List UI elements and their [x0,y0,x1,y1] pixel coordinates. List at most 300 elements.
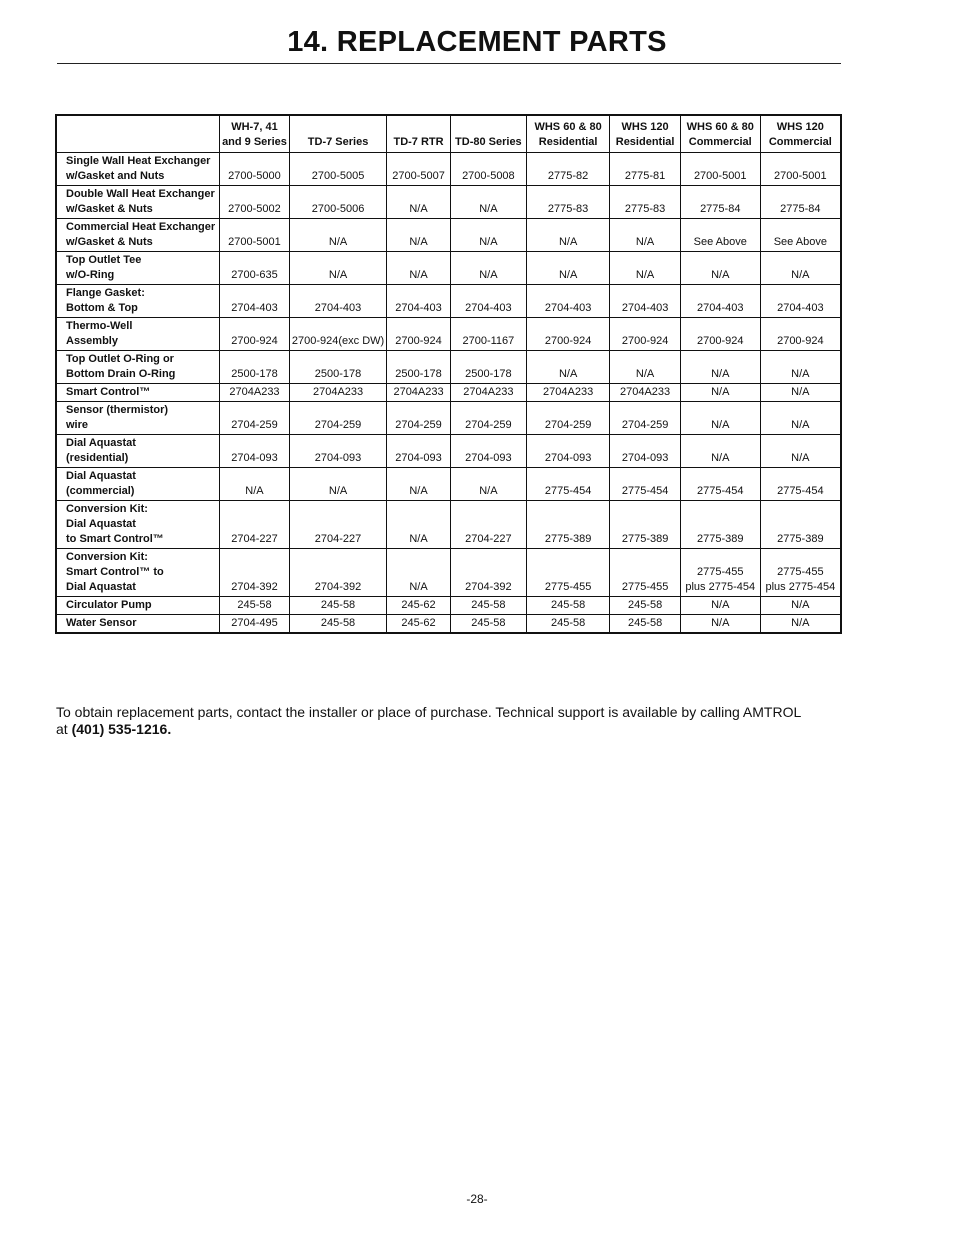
part-number-cell [680,186,760,219]
part-number: N/A [791,617,810,629]
part-number: 245-58 [627,599,663,611]
part-number-cell [289,597,386,615]
part-number-cell [610,219,680,252]
part-name-cell [56,285,220,318]
part-number: 2704-093 [395,452,442,464]
part-number-cell [387,597,451,615]
table-row [56,549,841,597]
part-number-cell [450,597,526,615]
part-number: N/A [328,269,348,281]
part-number: N/A [635,368,655,380]
part-number-cell [760,435,841,468]
support-note [56,704,816,738]
part-number: N/A [409,203,428,215]
part-number: 2704-093 [621,452,669,464]
part-number-cell [387,468,451,501]
part-number-cell [680,318,760,351]
part-number: 2704-227 [314,533,362,545]
part-number: 2700-924 [231,335,278,347]
part-number: N/A [711,419,730,431]
part-number-cell [220,318,290,351]
part-number: 2775-455 [777,566,824,578]
part-number-cell [610,597,680,615]
column-header-line: WH-7, 41 [231,121,278,133]
part-name-line: Commercial Heat Exchanger [66,221,216,233]
part-number: N/A [558,368,578,380]
part-number-cell [680,351,760,384]
part-number-cell [760,615,841,634]
part-number-cell [526,468,609,501]
part-name-cell [56,186,220,219]
part-number: 2704-259 [465,419,512,431]
part-number: 245-58 [471,617,506,629]
part-number: 2700-5001 [774,170,827,182]
column-header [760,115,841,153]
part-number-cell [680,153,760,186]
part-number: 2775-455 [621,581,669,593]
part-number: N/A [635,269,655,281]
table-row [56,402,841,435]
part-number: 2704A233 [393,386,444,398]
part-number-cell [289,351,386,384]
part-number-cell [760,384,841,402]
part-number-cell [526,549,609,597]
part-number: N/A [711,617,730,629]
column-header [387,115,451,153]
part-name-line: Conversion Kit: [66,551,148,563]
part-number-cell [680,402,760,435]
part-number: 2775-84 [700,203,741,215]
part-number-cell [387,549,451,597]
part-number: 2700-635 [231,269,278,281]
column-header-line: Residential [538,136,598,148]
part-number: See Above [773,236,827,248]
part-name-line: Single Wall Heat Exchanger [66,155,211,167]
part-number-cell [387,615,451,634]
part-number-cell [760,468,841,501]
part-number-cell [289,384,386,402]
part-number-cell [220,615,290,634]
part-number-cell [450,384,526,402]
part-number-cell [680,219,760,252]
part-number: 2704-093 [231,452,278,464]
column-header-line: TD-7 Series [307,136,369,148]
part-name-cell [56,252,220,285]
part-name-cell [56,153,220,186]
part-number-cell [289,468,386,501]
support-phone-number: (401) 535-1216. [71,721,172,737]
support-note-text: To obtain replacement parts, contact the installer or place of purchase. Technical support is available by calling AMTROL at [56,704,801,737]
part-number: 2704A233 [620,386,671,398]
part-name-line: wire [66,419,89,431]
part-number-cell [450,186,526,219]
part-number: 2775-454 [621,485,669,497]
part-number: plus 2775-454 [685,581,756,593]
part-name-cell [56,597,220,615]
part-number: 2700-5008 [462,170,515,182]
part-number-cell [387,153,451,186]
part-number: N/A [711,269,730,281]
part-name-cell [56,435,220,468]
part-number: 245-58 [237,599,272,611]
part-number-cell [289,153,386,186]
part-number-cell [220,186,290,219]
part-number-cell [220,285,290,318]
part-number-cell [450,402,526,435]
part-number: 2704A233 [463,386,514,398]
table-row [56,501,841,549]
column-header [220,115,290,153]
replacement-parts-table [55,114,842,634]
part-number: 2704-093 [465,452,512,464]
part-number: 2775-454 [544,485,592,497]
part-number: 2700-5000 [228,170,281,182]
part-number: 2500-178 [465,368,512,380]
part-number-cell [289,252,386,285]
table-row [56,285,841,318]
column-header [680,115,760,153]
part-number: 2500-178 [231,368,278,380]
part-number-cell [220,501,290,549]
part-number: N/A [711,599,730,611]
part-number-cell [610,435,680,468]
part-number: 2704-403 [231,302,278,314]
column-header-line: TD-80 Series [455,136,522,148]
part-number: 2700-924 [544,335,592,347]
part-number-cell [289,219,386,252]
part-number-cell [680,549,760,597]
part-name-line: Conversion Kit: [66,503,148,515]
part-number-cell [450,153,526,186]
part-number-cell [760,501,841,549]
part-number-cell [220,435,290,468]
part-name-cell [56,351,220,384]
part-number: 2704A233 [312,386,364,398]
part-number: 2704-403 [621,302,669,314]
part-name-cell [56,219,220,252]
part-number-cell [760,402,841,435]
part-number-cell [526,351,609,384]
part-number: 2775-389 [697,533,744,545]
part-number: 245-58 [471,599,506,611]
part-number: 2704-403 [395,302,442,314]
table-row [56,219,841,252]
table-row [56,435,841,468]
part-name-line: w/O-Ring [66,269,115,281]
part-number-cell [387,285,451,318]
column-header-line: WHS 120 [776,121,824,133]
part-number: 2775-83 [624,203,666,215]
part-number-cell [387,318,451,351]
part-number: 2700-924 [621,335,669,347]
part-number-cell [220,468,290,501]
part-number-cell [289,186,386,219]
part-number-cell [680,384,760,402]
part-number-cell [610,351,680,384]
part-number: N/A [328,485,348,497]
table-header-row [56,115,841,153]
part-number: 2704-392 [314,581,362,593]
part-name-cell [56,615,220,634]
part-name-cell [56,318,220,351]
part-number-cell [289,285,386,318]
part-number: 2775-455 [544,581,592,593]
part-name-line: w/Gasket & Nuts [66,236,153,248]
part-number: 2704-495 [231,617,278,629]
part-number-cell [526,615,609,634]
part-number-cell [526,186,609,219]
table-row [56,468,841,501]
part-number-cell [450,219,526,252]
table-row [56,597,841,615]
part-number: 245-58 [550,617,586,629]
table-row [56,615,841,634]
column-header-line: WHS 60 & 80 [534,121,602,133]
part-number: 2500-178 [395,368,442,380]
part-number: 2704-403 [697,302,744,314]
part-number: N/A [791,419,810,431]
part-number: N/A [791,368,810,380]
part-number: 2704-403 [314,302,362,314]
part-number-cell [289,615,386,634]
part-number-cell [610,549,680,597]
part-number: N/A [711,386,730,398]
table-row [56,252,841,285]
column-header [450,115,526,153]
part-number: 2700-924 [777,335,824,347]
part-number-cell [680,468,760,501]
part-number-cell [760,252,841,285]
part-number: N/A [479,485,498,497]
part-number-cell [289,501,386,549]
part-number: 2775-389 [621,533,669,545]
table-row [56,384,841,402]
part-number: 2700-924 [697,335,744,347]
column-header [610,115,680,153]
part-number: 2775-81 [624,170,666,182]
part-number-cell [450,615,526,634]
part-number: N/A [409,236,428,248]
part-number: N/A [711,368,730,380]
part-number: plus 2775-454 [765,581,836,593]
part-number-cell [610,402,680,435]
part-number-cell [526,153,609,186]
part-number: N/A [328,236,348,248]
part-number-cell [760,285,841,318]
part-number-cell [526,252,609,285]
part-number-cell [220,384,290,402]
part-name-line: Dial Aquastat [66,581,136,593]
part-number: 2704-259 [395,419,442,431]
part-number-cell [526,285,609,318]
part-number: N/A [409,581,428,593]
part-name-line: w/Gasket & Nuts [66,203,153,215]
part-number-cell [526,501,609,549]
part-number: N/A [409,533,428,545]
part-number-cell [610,501,680,549]
part-number-cell [220,549,290,597]
part-number-cell [680,285,760,318]
part-name-cell [56,468,220,501]
part-name-line: Sensor (thermistor) [66,404,169,416]
part-name-line: (commercial) [66,485,135,497]
part-number-cell [760,351,841,384]
column-header-line: Commercial [768,136,832,148]
part-number-cell [387,219,451,252]
part-number-cell [526,402,609,435]
part-number: 2700-924 [395,335,442,347]
part-number: 245-58 [320,599,356,611]
part-number: 245-58 [320,617,356,629]
part-number: 245-58 [627,617,663,629]
part-number-cell [760,597,841,615]
part-number-cell [289,318,386,351]
part-number: 2775-83 [547,203,589,215]
header-corner-cell [56,115,220,153]
part-name-line: Circulator Pump [66,599,152,611]
part-number: 2700-5001 [693,170,747,182]
part-number-cell [610,285,680,318]
part-number: 2700-5007 [392,170,445,182]
part-number: N/A [479,269,498,281]
part-name-line: Bottom & Top [66,302,138,314]
part-number-cell [220,219,290,252]
part-number-cell [610,384,680,402]
column-header-line: TD-7 RTR [393,136,444,148]
column-header-line: Commercial [688,136,752,148]
part-number: N/A [791,269,810,281]
part-number: 2704-403 [777,302,824,314]
part-number-cell [220,351,290,384]
part-number-cell [387,186,451,219]
part-number: 2775-454 [777,485,824,497]
part-number: 2775-389 [777,533,824,545]
part-name-cell [56,501,220,549]
part-number: 2704-227 [231,533,278,545]
part-number-cell [610,186,680,219]
part-number: 2775-454 [697,485,744,497]
part-number: 245-58 [550,599,586,611]
part-number-cell [387,501,451,549]
part-name-line: Water Sensor [66,617,137,629]
part-number-cell [387,351,451,384]
part-number: N/A [479,203,498,215]
part-name-line: Double Wall Heat Exchanger [66,188,215,200]
part-number: See Above [693,236,747,248]
part-number-cell [220,252,290,285]
column-header-line: and 9 Series [222,136,287,148]
part-number-cell [289,435,386,468]
part-number: 2704-259 [231,419,278,431]
part-number: 245-62 [401,617,436,629]
column-header [526,115,609,153]
part-number: 2700-924(exc DW) [291,335,385,347]
part-number-cell [610,615,680,634]
part-number-cell [680,597,760,615]
part-name-line: w/Gasket and Nuts [66,170,165,182]
part-number-cell [760,318,841,351]
part-number-cell [450,285,526,318]
title-divider [57,63,841,64]
part-number: 245-62 [401,599,436,611]
part-number: 2704-403 [544,302,592,314]
part-name-line: to Smart Control™ [66,533,164,545]
part-number: 2775-389 [544,533,592,545]
part-number-cell [526,597,609,615]
part-number: 2704A233 [543,386,594,398]
part-number: N/A [558,236,578,248]
part-number-cell [450,252,526,285]
part-number-cell [450,435,526,468]
table-row [56,351,841,384]
part-number-cell [680,501,760,549]
part-name-line: Top Outlet O-Ring or [66,353,174,365]
part-name-line: Assembly [66,335,118,347]
part-name-line: Thermo-Well [66,320,133,332]
part-number: N/A [558,269,578,281]
column-header [289,115,386,153]
part-number: 2704-259 [314,419,362,431]
part-number: 2704A233 [229,386,280,398]
part-number: 2704-093 [544,452,592,464]
part-number-cell [760,549,841,597]
column-header-line: WHS 60 & 80 [686,121,754,133]
part-number: 2700-5001 [228,236,281,248]
part-number-cell [220,402,290,435]
part-number: 2700-5005 [311,170,365,182]
part-number-cell [610,252,680,285]
part-number: 2704-227 [465,533,512,545]
part-number: N/A [635,236,655,248]
part-name-cell [56,402,220,435]
column-header-line: Residential [615,136,675,148]
part-number-cell [526,219,609,252]
part-number-cell [450,468,526,501]
part-number: N/A [791,386,810,398]
part-number-cell [760,153,841,186]
part-number: 2704-093 [314,452,362,464]
part-number: 2704-259 [544,419,592,431]
part-number-cell [680,615,760,634]
part-number-cell [680,435,760,468]
part-number: 2704-259 [621,419,669,431]
part-name-line: Dial Aquastat [66,437,136,449]
part-name-line: Bottom Drain O-Ring [66,368,176,380]
part-number: N/A [791,452,810,464]
part-number-cell [450,318,526,351]
part-number: N/A [791,599,810,611]
part-number-cell [387,384,451,402]
page-title: 14. REPLACEMENT PARTS [287,26,667,58]
part-number: 2700-5006 [311,203,365,215]
part-number-cell [220,153,290,186]
page-number: -28- [466,1192,488,1206]
part-number: 2775-455 [697,566,744,578]
part-number-cell [289,402,386,435]
part-number-cell [610,468,680,501]
part-number: 2704-392 [231,581,278,593]
part-number: 2700-1167 [462,335,515,347]
table-row [56,186,841,219]
part-number: N/A [409,485,428,497]
part-number: 2775-82 [547,170,589,182]
part-number-cell [289,549,386,597]
part-number: N/A [479,236,498,248]
part-number: 2704-392 [465,581,512,593]
part-number: 2700-5002 [228,203,281,215]
part-name-line: Dial Aquastat [66,518,136,530]
part-number-cell [220,597,290,615]
